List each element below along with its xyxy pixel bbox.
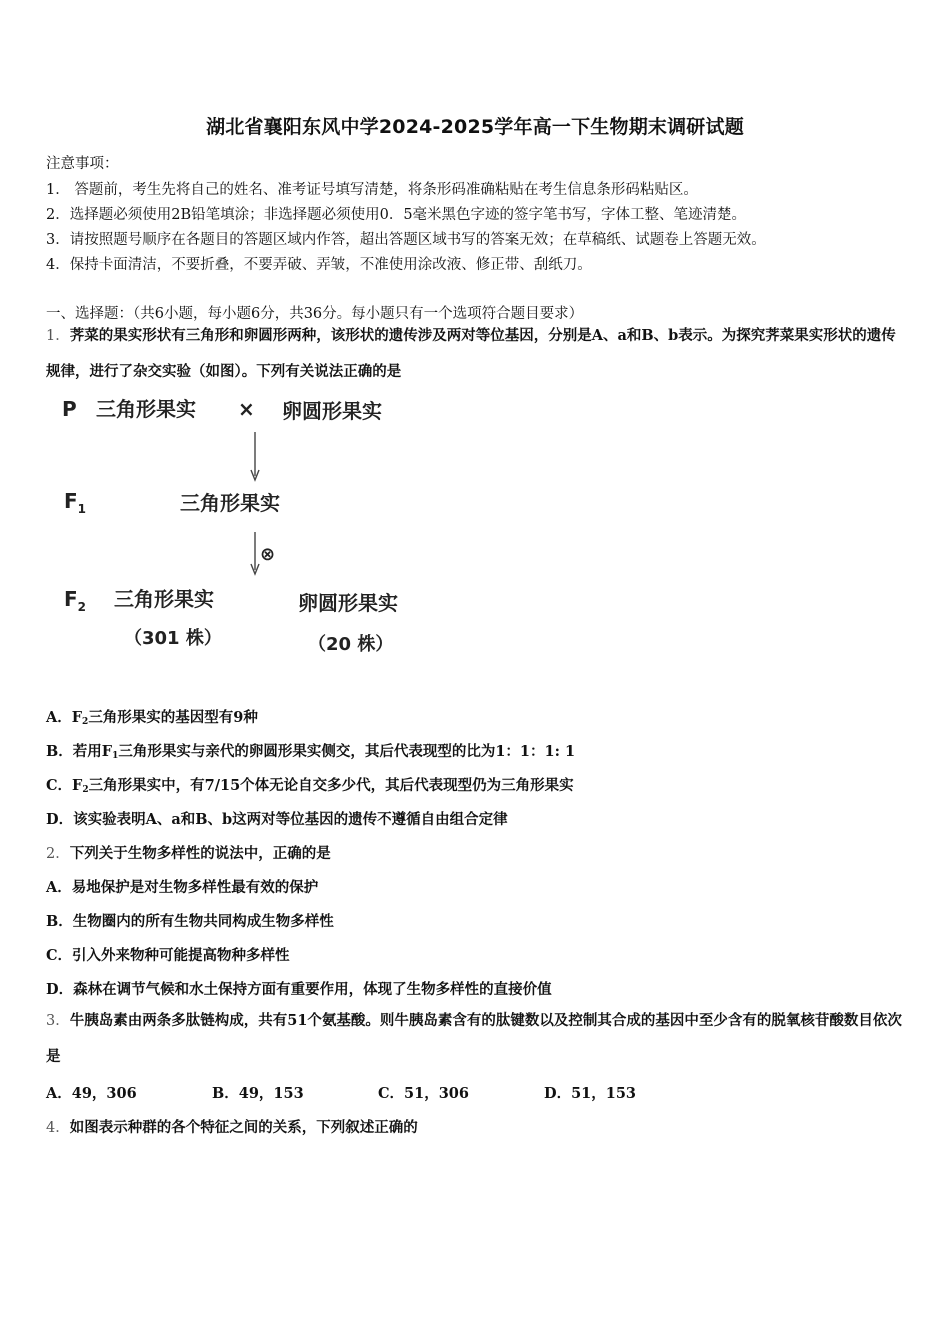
question-3-options (46, 1082, 636, 1103)
selfing-symbol: ⊗ (260, 544, 276, 565)
question-3-option-a: A．49，306 (46, 1085, 137, 1102)
notice-heading: 注意事项： (46, 156, 119, 172)
question-4-stem: 4．如图表示种群的各个特征之间的关系，下列叙述正确的 (46, 1119, 418, 1136)
diagram-p-right: 卵圆形果实 (282, 399, 382, 423)
diagram-f2-left: 三角形果实 (114, 587, 214, 611)
question-3-option-c: C．51，306 (378, 1085, 469, 1102)
question-3-stem: 3．牛胰岛素由两条多肽链构成，共有51个氨基酸。则牛胰岛素含有的肽键数以及控制其合成的基因中至少含有的脱氧核苷酸数目依次是 (46, 1012, 902, 1065)
question-1-option-a: A．$F_2$三角形果实的基因型有9种 (46, 709, 258, 727)
diagram-p-left: 三角形果实 (96, 397, 196, 421)
diagram-f2-right-count: （20 株） (308, 634, 394, 655)
cross-diagram (52, 388, 432, 663)
notice-item-2: 2．选择题必须使用2B铅笔填涂；非选择题必须使用0．5毫米黑色字迹的签字笔书写，字体工整、笔迹清楚。 (46, 207, 747, 223)
question-2-stem: 2．下列关于生物多样性的说法中，正确的是 (46, 845, 331, 862)
notice-item-1: 1． 答题前，考生先将自己的姓名、准考证号填写清楚，将条形码准确粘贴在考生信息条形码粘贴区。 (46, 182, 698, 198)
section-heading: 一、选择题：（共6小题，每小题6分，共36分。每小题只有一个选项符合题目要求） (46, 306, 584, 322)
question-2-option-c: C．引入外来物种可能提高物种多样性 (46, 947, 290, 964)
diagram-f1-phenotype: 三角形果实 (180, 491, 280, 515)
question-1-option-b: B．若用$F_1$三角形果实与亲代的卵圆形果实侧交，其后代表现型的比为1：1：1: 1 (46, 743, 576, 761)
diagram-f2-right: 卵圆形果实 (298, 591, 398, 615)
question-1-stem (46, 318, 906, 390)
notice-item-3: 3．请按照题号顺序在各题目的答题区域内作答，超出答题区域书写的答案无效；在草稿纸、试题卷上答题无效。 (46, 232, 766, 248)
question-1-option-d: D．该实验表明A、a和B、b这两对等位基因的遗传不遵循自由组合定律 (46, 811, 508, 828)
diagram-cross-symbol: × (238, 397, 255, 421)
question-3-option-d: D．51，153 (544, 1085, 637, 1102)
question-3-option-b: B．49，153 (212, 1085, 304, 1102)
page-title: 湖北省襄阳东风中学2024-2025学年高一下生物期末调研试题 (206, 116, 744, 138)
question-1-option-c: C．$F_2$三角形果实中，有7/15个体无论自交多少代，其后代表现型仍为三角形果实 (46, 777, 574, 795)
question-2-option-b: B．生物圈内的所有生物共同构成生物多样性 (46, 913, 334, 930)
question-2-option-d: D．森林在调节气候和水土保持方面有重要作用，体现了生物多样性的直接价值 (46, 981, 552, 998)
diagram-f2-left-count: （301 株） (124, 628, 222, 649)
diagram-f2-label: $F_2$ (64, 587, 87, 614)
diagram-p-label: P (62, 397, 77, 421)
notice-item-4: 4．保持卡面清洁，不要折叠，不要弄破、弄皱，不准使用涂改液、修正带、刮纸刀。 (46, 257, 592, 273)
question-2-option-a: A．易地保护是对生物多样性最有效的保护 (46, 879, 319, 896)
question-1-number: 1． (46, 328, 70, 344)
question-1-text: 荠菜的果实形状有三角形和卵圆形两种，该形状的遗传涉及两对等位基因，分别是A、a和B、b表示。为探究荠菜果实形状的遗传规律，进行了杂交实验（如图）。下列有关说法正确的是 (46, 327, 896, 380)
diagram-f1-label: $F_1$ (64, 489, 87, 516)
